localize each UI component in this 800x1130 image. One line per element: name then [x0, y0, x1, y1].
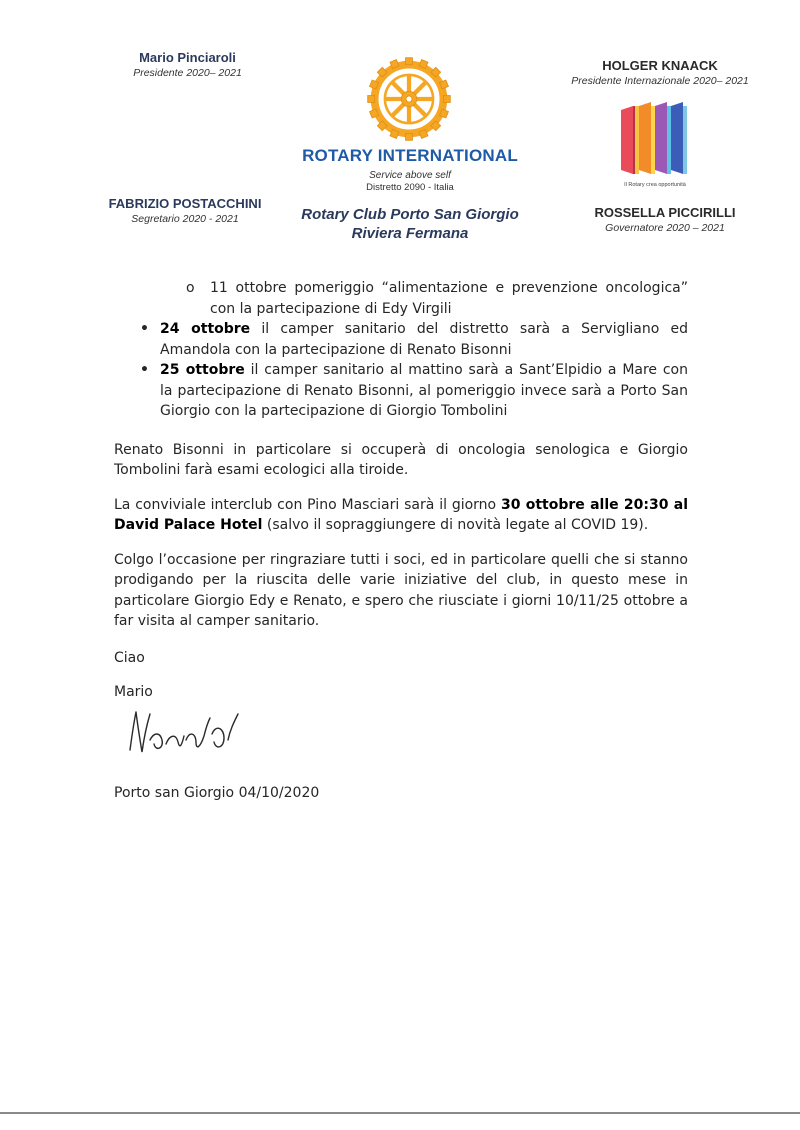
- paragraph: Renato Bisonni in particolare si occuperà di oncologia senologica e Giorgio Tombolini farà esami ecologici alla tiroide.: [114, 441, 688, 478]
- rotary-wheel-logo-icon: [366, 56, 452, 142]
- svg-text:Il Rotary crea opportunità: Il Rotary crea opportunità: [624, 182, 686, 188]
- item-text: il camper sanitario al mattino sarà a Sant’Elpidio a Mare con la partecipazione di Renato Bisonni, al pomeriggio invece sarà a Porto San Giorgio con la partecipazione di Giorgio Tombolini: [160, 362, 688, 419]
- bullet: •: [140, 362, 149, 378]
- president-block: [100, 50, 275, 79]
- governor-block: [570, 205, 760, 234]
- district: Distretto 2090 - Italia: [366, 182, 454, 193]
- item-date: 24 ottobre: [160, 321, 251, 337]
- organization-name: ROTARY INTERNATIONAL: [302, 146, 518, 165]
- international-president-role: Presidente Internazionale 2020– 2021: [571, 75, 749, 87]
- handwritten-signature-icon: [120, 700, 250, 765]
- paragraph: [114, 495, 688, 536]
- letter-body: [114, 278, 688, 703]
- international-president-block: [560, 58, 760, 87]
- bullet: •: [140, 321, 149, 337]
- item-date: 25 ottobre: [160, 362, 245, 378]
- date-line: Porto san Giorgio 04/10/2020: [114, 785, 320, 801]
- greeting: Ciao: [114, 649, 145, 666]
- item-text: il camper sanitario del distretto sarà a Servigliano ed Amandola con la partecipazione di Renato Bisonni: [160, 321, 688, 358]
- president-name: Mario Pinciaroli: [139, 50, 236, 65]
- signer-name: Mario: [114, 684, 153, 700]
- event-details: 30 ottobre alle 20:30 al David Palace Hotel: [114, 496, 688, 533]
- circle-bullet: o: [186, 280, 195, 296]
- organization-header: [280, 146, 540, 193]
- governor-role: Governatore 2020 – 2021: [605, 222, 725, 234]
- club-name-line2: Riviera Fermana: [351, 225, 469, 242]
- rotary-doors-logo-icon: [615, 100, 695, 190]
- paragraph-text: (salvo il sopraggiungere di novità legate al COVID 19).: [262, 517, 649, 533]
- scan-edge-line: [0, 1112, 800, 1114]
- secretary-block: [90, 196, 280, 225]
- president-role: Presidente 2020– 2021: [133, 67, 242, 79]
- motto: Service above self: [369, 170, 451, 181]
- paragraph-text: La conviviale interclub con Pino Masciari sarà il giorno: [114, 496, 501, 513]
- secretary-name: FABRIZIO POSTACCHINI: [108, 196, 262, 211]
- list-item: [114, 360, 688, 422]
- international-president-name: HOLGER KNAACK: [602, 58, 718, 73]
- club-name: [280, 205, 540, 243]
- club-name-line1: Rotary Club Porto San Giorgio: [301, 206, 519, 223]
- paragraph: Colgo l’occasione per ringraziare tutti i soci, ed in particolare quelli che si stanno prodigando per la riuscita delle varie iniziative del club, in questo mese in particolare Giorgio Edy e Renato, e spero che riusciate i giorni 10/11/25 ottobre a far visita al camper sanitario.: [114, 551, 688, 629]
- list-item: [114, 319, 688, 360]
- governor-name: ROSSELLA PICCIRILLI: [594, 205, 736, 220]
- secretary-role: Segretario 2020 - 2021: [131, 213, 239, 225]
- item-text: 11 ottobre pomeriggio “alimentazione e prevenzione oncologica” con la partecipazione di Edy Virgili: [210, 280, 688, 317]
- list-item: [114, 278, 688, 319]
